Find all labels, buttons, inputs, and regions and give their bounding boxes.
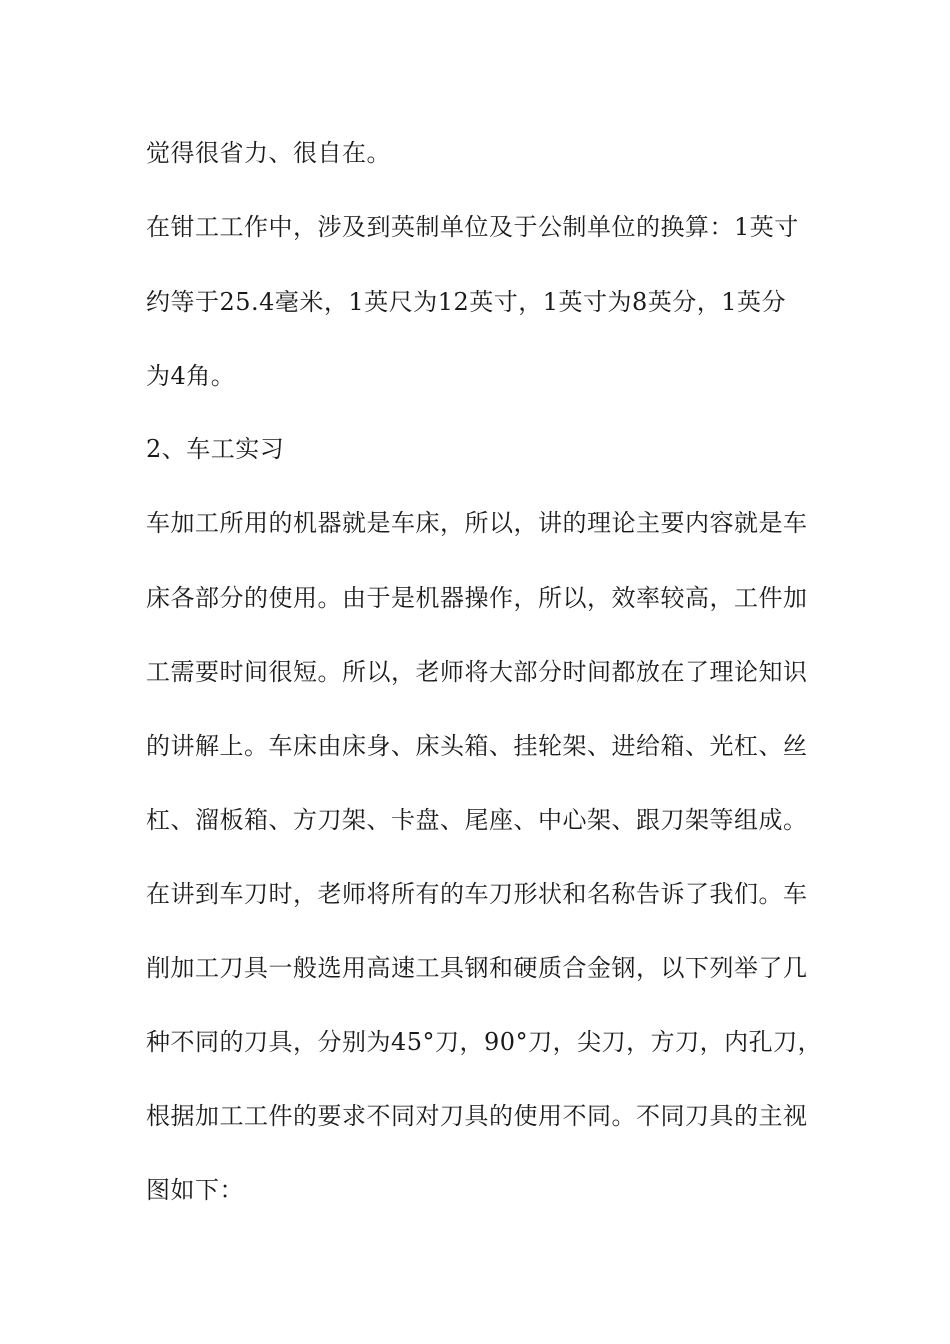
text-line: 工需要时间很短。所以，老师将大部分时间都放在了理论知识: [146, 658, 808, 686]
text-line: 觉得很省力、很自在。: [146, 139, 391, 167]
text-line: 车加工所用的机器就是车床，所以，讲的理论主要内容就是车: [146, 509, 808, 537]
text-line: 的讲解上。车床由床身、床头箱、挂轮架、进给箱、光杠、丝: [146, 732, 808, 760]
text-line: 在钳工工作中，涉及到英制单位及于公制单位的换算：1英寸: [146, 213, 799, 241]
text-line: 杠、溜板箱、方刀架、卡盘、尾座、中心架、跟刀架等组成。: [146, 806, 808, 834]
text-line: 图如下：: [146, 1176, 244, 1204]
text-line: 种不同的刀具，分别为45°刀，90°刀，尖刀，方刀，内孔刀，: [146, 1028, 823, 1056]
section-heading: 2、车工实习: [146, 435, 285, 463]
text-line: 为4角。: [146, 362, 236, 390]
text-line: 削加工刀具一般选用高速工具钢和硬质合金钢，以下列举了几: [146, 954, 808, 982]
text-line: 根据加工工件的要求不同对刀具的使用不同。不同刀具的主视: [146, 1102, 808, 1130]
text-line: 床各部分的使用。由于是机器操作，所以，效率较高，工件加: [146, 584, 808, 612]
text-line: 约等于25.4毫米，1英尺为12英寸，1英寸为8英分，1英分: [146, 288, 787, 316]
text-line: 在讲到车刀时，老师将所有的车刀形状和名称告诉了我们。车: [146, 880, 808, 908]
